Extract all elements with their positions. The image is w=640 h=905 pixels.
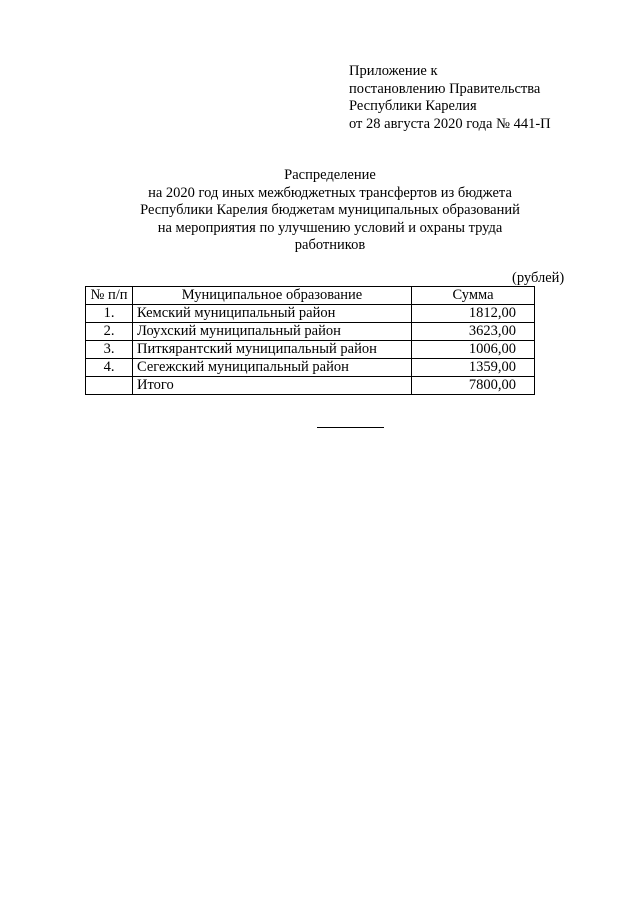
- appendix-line: Республики Карелия: [349, 98, 477, 114]
- row-name: Сегежский муниципальный район: [133, 359, 412, 377]
- table-row: [86, 359, 535, 377]
- row-sum-value: 1359,00: [468, 359, 516, 375]
- row-num: 4.: [86, 359, 133, 377]
- row-sum-value: 1812,00: [468, 305, 516, 321]
- row-sum: [412, 359, 535, 377]
- closing-divider: [317, 427, 384, 428]
- table-row: [86, 323, 535, 341]
- units-label: (рублей): [512, 270, 565, 286]
- row-name: Лоухский муниципальный район: [133, 323, 412, 341]
- total-num: [86, 377, 133, 395]
- table-row: [86, 305, 535, 323]
- row-name: Питкярантский муниципальный район: [133, 341, 412, 359]
- row-name: Кемский муниципальный район: [133, 305, 412, 323]
- total-sum: [412, 377, 535, 395]
- title-line: на мероприятия по улучшению условий и охраны труда: [157, 219, 503, 236]
- appendix-line: от 28 августа 2020 года № 441-П: [349, 115, 551, 132]
- header-num: № п/п: [86, 287, 133, 305]
- row-sum: [412, 341, 535, 359]
- header-sum: Сумма: [412, 287, 535, 305]
- total-sum-value: 7800,00: [468, 377, 516, 393]
- total-label: Итого: [133, 377, 412, 395]
- title-line: Распределение: [284, 167, 376, 183]
- row-sum-value: 3623,00: [468, 323, 516, 339]
- row-num: 3.: [86, 341, 133, 359]
- row-num: 2.: [86, 323, 133, 341]
- table-row: [86, 341, 535, 359]
- header-name: Муниципальное образование: [133, 287, 412, 305]
- title-line: Республики Карелия бюджетам муниципальных образований: [140, 202, 520, 218]
- appendix-block: [349, 63, 551, 133]
- appendix-line: постановлению Правительства: [349, 80, 541, 97]
- row-sum-value: 1006,00: [468, 341, 516, 357]
- table-total-row: [86, 377, 535, 395]
- title-line: на 2020 год иных межбюджетных трансфертов из бюджета: [148, 184, 512, 201]
- appendix-line: Приложение к: [349, 63, 438, 79]
- row-sum: [412, 305, 535, 323]
- row-sum: [412, 323, 535, 341]
- distribution-table: [85, 286, 535, 395]
- row-num: 1.: [86, 305, 133, 323]
- title-line: работников: [294, 237, 366, 253]
- document-title: [80, 167, 580, 255]
- table-header-row: [86, 287, 535, 305]
